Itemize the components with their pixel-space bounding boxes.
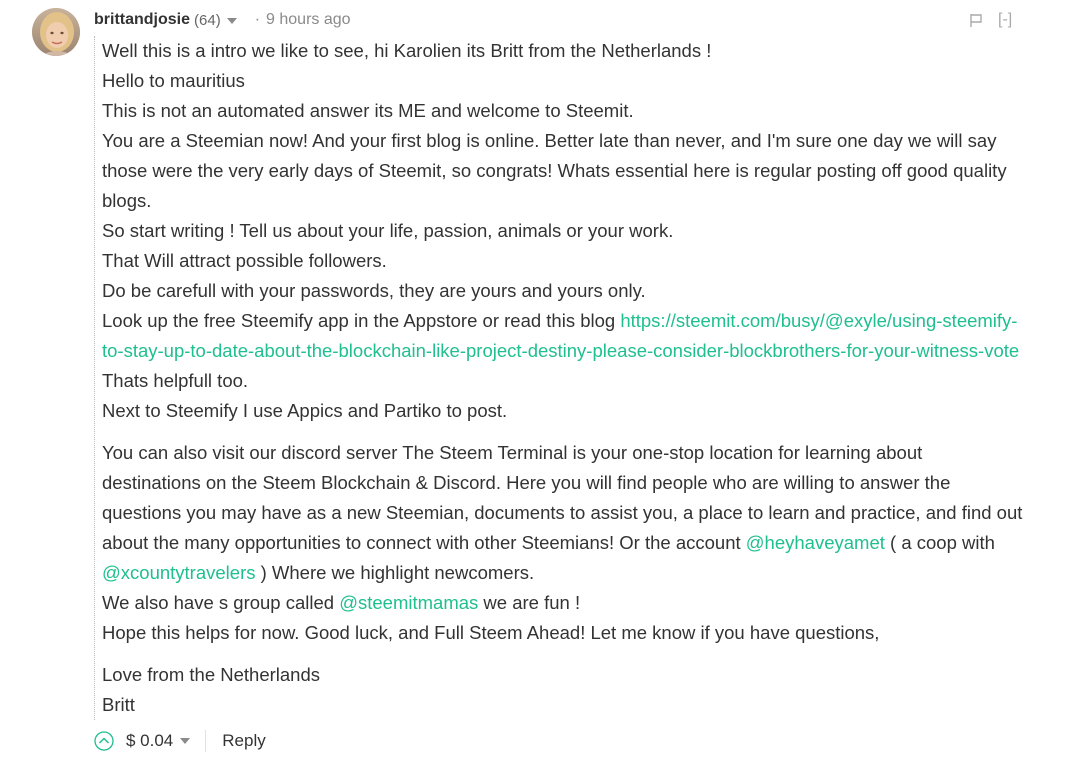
- comment-footer: [94, 727, 266, 755]
- body-text: Look up the free Steemify app in the Appstore or read this blog: [102, 310, 621, 331]
- body-line: Do be carefull with your passwords, they are yours and yours only.: [102, 280, 646, 301]
- steemitmamas-link[interactable]: @steemitmamas: [339, 592, 479, 613]
- steemify-blog-link[interactable]: https://steemit.com/busy/@exyle/using-steemify-to-stay-up-to-date-about-the-blockchain-like-project-destiny-please-consider-blockbrothers-for-your-witness-vote: [102, 310, 1020, 361]
- body-text: We also have s group called: [102, 592, 340, 613]
- comment-header: [94, 8, 351, 32]
- xcountytravelers-link[interactable]: @xcountytravelers: [102, 562, 256, 583]
- collapse-button[interactable]: [-]: [998, 11, 1013, 28]
- flag-icon[interactable]: [968, 12, 984, 28]
- reply-button[interactable]: Reply: [222, 731, 266, 750]
- payout-chevron-down-icon[interactable]: [180, 738, 190, 744]
- author-reputation: (64): [194, 11, 221, 29]
- body-line: Next to Steemify I use Appics and Partiko to post.: [102, 400, 508, 421]
- body-line: You are a Steemian now! And your first blog is online. Better late than never, and I'm sure one day we will say those were the very early days of Steemit, so congrats! Whats essential here is regular posting off good quality blogs.: [102, 130, 1007, 211]
- body-line: This is not an automated answer its ME and welcome to Steemit.: [102, 100, 634, 121]
- heyhaveyamet-link[interactable]: @heyhaveyamet: [745, 532, 885, 553]
- body-text: we are fun !: [478, 592, 581, 613]
- body-line: Love from the Netherlands: [102, 664, 321, 685]
- author-menu-chevron-down-icon[interactable]: [227, 18, 237, 24]
- author-name[interactable]: brittandjosie: [94, 11, 191, 28]
- comment-timestamp[interactable]: 9 hours ago: [266, 11, 351, 28]
- paragraph-1: [102, 36, 1024, 426]
- body-text: You can also visit our discord server The Steem Terminal is your one-stop location for learning about destinations on the Steem Blockchain & Discord. Here you will find people who are willing to answer the questions you may have as a new Steemian, documents to assist you, a place to learn and practice, and find out about the many opportunities to connect with other Steemians! Or the account: [102, 442, 1023, 553]
- body-line: Hope this helps for now. Good luck, and Full Steem Ahead! Let me know if you have questions,: [102, 622, 880, 643]
- comment-tools: [968, 8, 1012, 32]
- body-line: Well this is a intro we like to see, hi Karolien its Britt from the Netherlands !: [102, 40, 712, 61]
- paragraph-2: [102, 438, 1024, 648]
- body-text: ) Where we highlight newcomers.: [255, 562, 535, 583]
- body-text: ( a coop with: [884, 532, 995, 553]
- body-line: Britt: [102, 694, 135, 715]
- header-separator: ·: [254, 11, 261, 28]
- payout-value[interactable]: $ 0.04: [126, 731, 174, 750]
- body-line: Hello to mauritius: [102, 70, 245, 91]
- avatar[interactable]: [32, 8, 80, 56]
- upvote-chevron-icon[interactable]: [94, 731, 114, 751]
- body-line: So start writing ! Tell us about your life, passion, animals or your work.: [102, 220, 674, 241]
- comment-body: [94, 36, 1024, 720]
- avatar-image: [32, 8, 80, 56]
- paragraph-3: [102, 660, 1024, 720]
- body-text: Thats helpfull too.: [102, 370, 249, 391]
- footer-divider: [205, 730, 206, 752]
- body-line: That Will attract possible followers.: [102, 250, 387, 271]
